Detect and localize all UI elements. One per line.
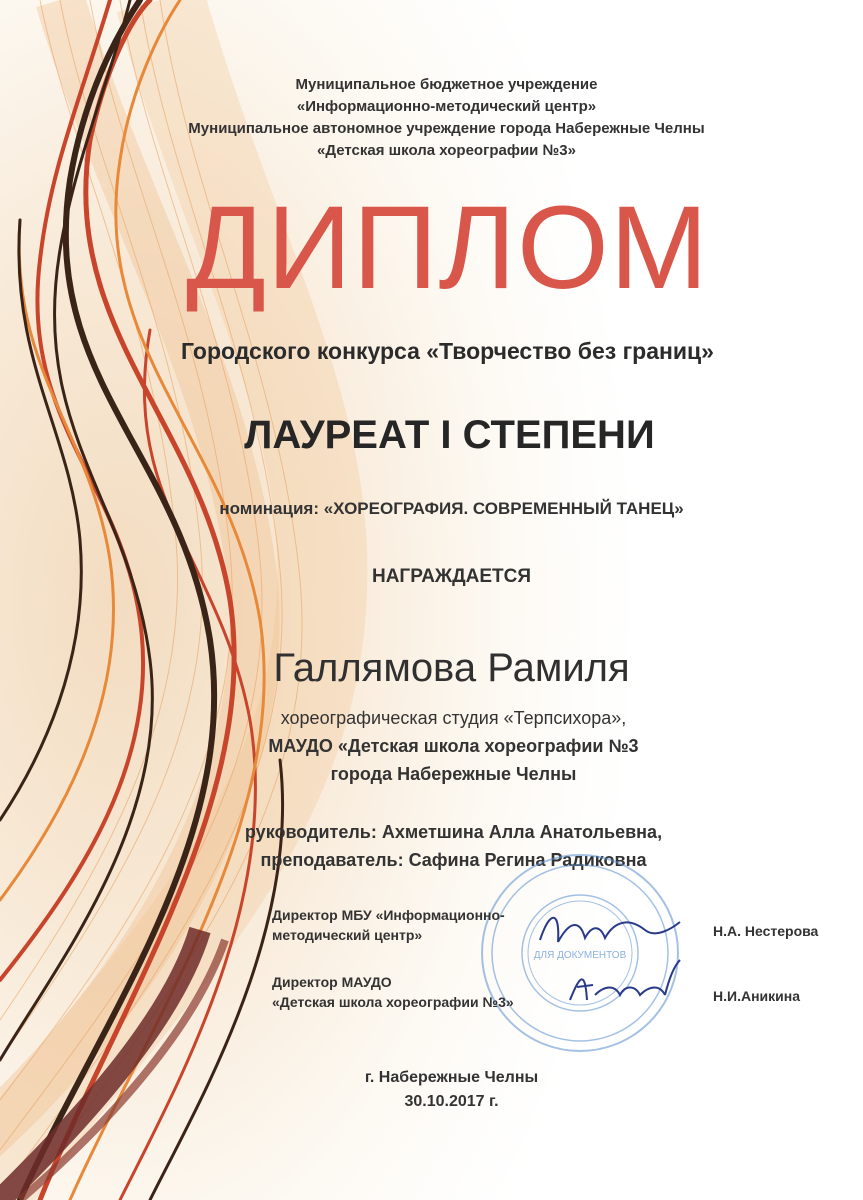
signature-2-label-line-2: «Детская школа хореографии №3» (272, 994, 514, 1010)
issue-place-date (0, 1066, 863, 1114)
awarded-label: НАГРАЖДАЕТСЯ (371, 566, 532, 587)
signature-2-name: Н.И.Аникина (713, 988, 800, 1004)
issuer-line-1: Муниципальное бюджетное учреждение (295, 76, 598, 93)
signature-1-name: Н.А. Нестерова (713, 923, 819, 939)
issuer-line-2: «Информационно-методический центр» (296, 98, 597, 115)
signature-1 (530, 900, 690, 960)
teacher-line: преподаватель: Сафина Регина Радиковна (260, 850, 647, 870)
contest-name: Городского конкурса «Творчество без границ» (181, 338, 714, 364)
issuer-line-3: Муниципальное автономное учреждение города Набережные Челны (188, 120, 705, 137)
issuer-line-4: «Детская школа хореографии №3» (317, 142, 576, 159)
signature-2-label-line-1: Директор МАУДО (272, 974, 392, 990)
studio-info (0, 704, 863, 788)
issue-date: 30.10.2017 г. (404, 1093, 499, 1110)
signature-1-label (272, 905, 505, 945)
stamp-text: ДЛЯ ДОКУМЕНТОВ (533, 950, 627, 961)
issuer-header (0, 74, 863, 162)
nomination: номинация: «ХОРЕОГРАФИЯ. СОВРЕМЕННЫЙ ТАНЕЦ» (219, 499, 684, 518)
studio-line-3: города Набережные Челны (330, 764, 577, 784)
signature-1-label-line-2: методический центр» (272, 927, 423, 943)
issue-city: г. Набережные Челны (364, 1069, 539, 1086)
leaders-info (0, 818, 863, 874)
recipient-name: Галлямова Рамиля (273, 646, 630, 690)
signature-2-label (272, 972, 514, 1012)
leader-line: руководитель: Ахметшина Алла Анатольевна, (244, 822, 663, 842)
diploma-title: ДИПЛОМ (185, 182, 710, 314)
laureate-degree: ЛАУРЕАТ I СТЕПЕНИ (244, 413, 655, 457)
signature-2 (565, 955, 685, 1010)
studio-line-1: хореографическая студия «Терпсихора», (280, 708, 627, 728)
signature-1-label-line-1: Директор МБУ «Информационно- (272, 907, 505, 923)
studio-line-2: МАУДО «Детская школа хореографии №3 (268, 736, 639, 756)
